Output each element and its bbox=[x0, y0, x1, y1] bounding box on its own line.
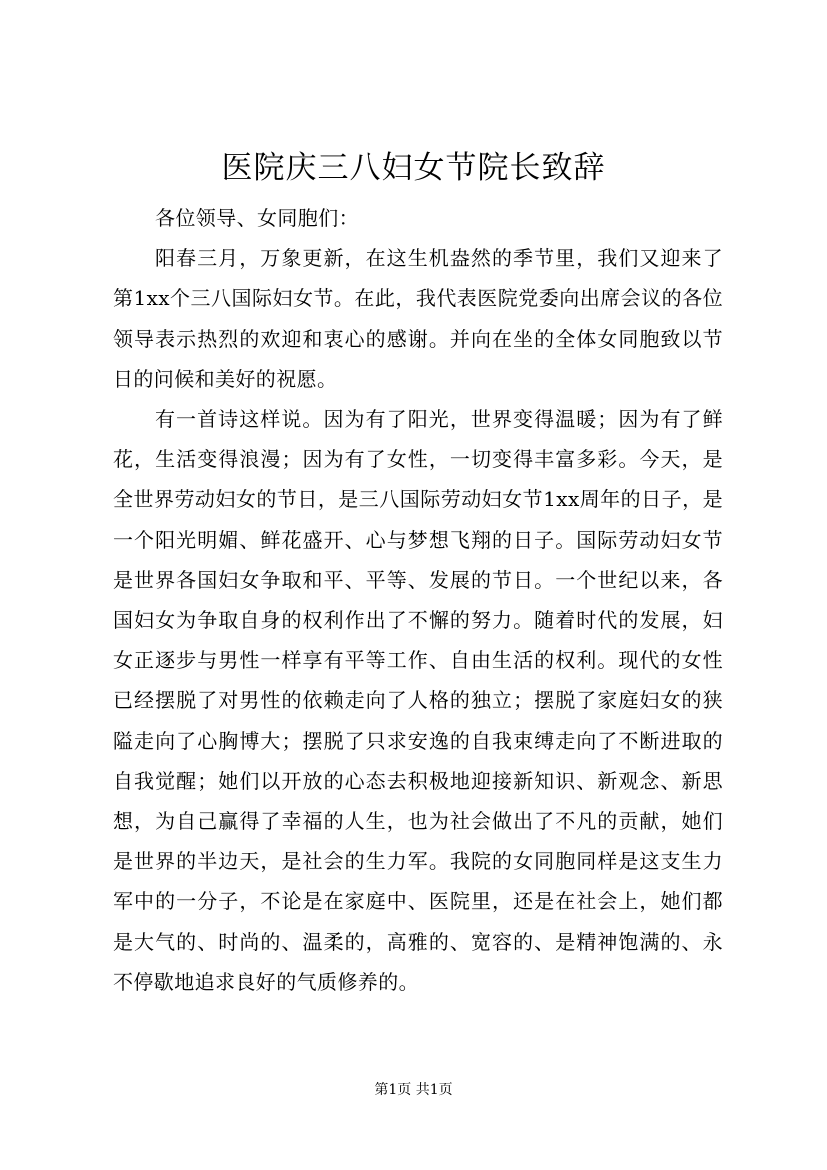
paragraph-1: 阳春三月，万象更新，在这生机盎然的季节里，我们又迎来了第1xx个三八国际妇女节。在此，我代表医院党委向出席会议的各位领导表示热烈的欢迎和衷心的感谢。并向在坐的全体女同胞致以节日的问候和美好的祝愿。 bbox=[113, 246, 723, 391]
document-body bbox=[113, 198, 723, 1002]
page-footer: 第1页 共1页 bbox=[374, 1082, 453, 1098]
salutation: 各位领导、女同胞们： bbox=[155, 206, 359, 230]
paragraph-2: 有一首诗这样说。因为有了阳光，世界变得温暖；因为有了鲜花，生活变得浪漫；因为有了女性，一切变得丰富多彩。今天，是全世界劳动妇女的节日，是三八国际劳动妇女节1xx周年的日子，是一个阳光明媚、鲜花盛开、心与梦想飞翔的日子。国际劳动妇女节是世界各国妇女争取和平、平等、发展的节日。一个世纪以来，各国妇女为争取自身的权利作出了不懈的努力。随着时代的发展，妇女正逐步与男性一样享有平等工作、自由生活的权利。现代的女性已经摆脱了对男性的依赖走向了人格的独立；摆脱了家庭妇女的狭隘走向了心胸博大；摆脱了只求安逸的自我束缚走向了不断进取的自我觉醒；她们以开放的心态去积极地迎接新知识、新观念、新思想，为自己赢得了幸福的人生，也为社会做出了不凡的贡献，她们是世界的半边天，是社会的生力军。我院的女同胞同样是这支生力军中的一分子，不论是在家庭中、医院里，还是在社会上，她们都是大气的、时尚的、温柔的，高雅的、宽容的、是精神饱满的、永不停歇地追求良好的气质修养的。 bbox=[113, 407, 723, 994]
document-title: 医院庆三八妇女节院长致辞 bbox=[221, 150, 606, 186]
